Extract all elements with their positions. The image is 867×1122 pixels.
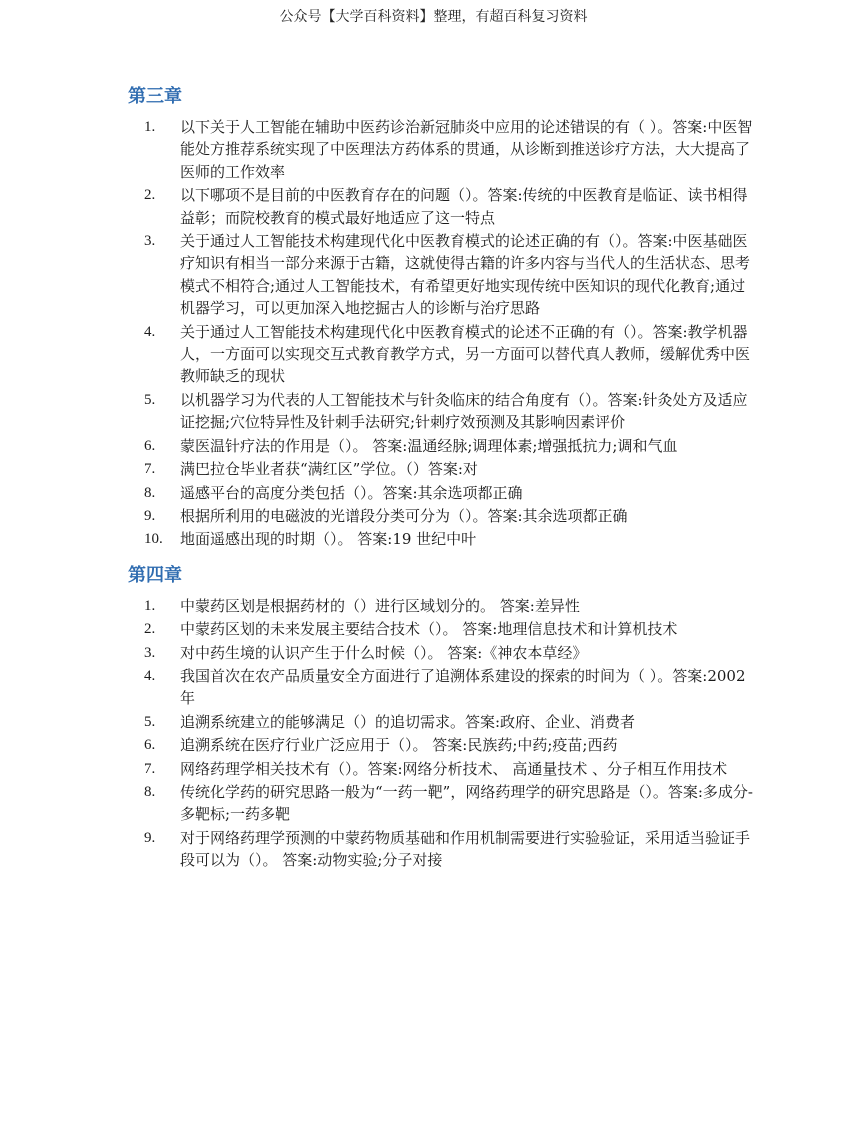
item-text: 以下关于人工智能在辅助中医药诊治新冠肺炎中应用的论述错误的有（ ）。答案:中医智能处方推荐系统实现了中医理法方药体系的贯通，从诊断到推送诊疗方法，大大提高了医师的工作效率 (180, 118, 753, 181)
item-text: 遥感平台的高度分类包括（）。答案:其余选项都正确 (180, 483, 523, 502)
item-text: 中蒙药区划是根据药材的（）进行区域划分的。 答案:差异性 (180, 596, 580, 615)
item-text: 关于通过人工智能技术构建现代化中医教育模式的论述不正确的有（）。答案:教学机器人，一方面可以实现交互式教育教学方式，另一方面可以替代真人教师，缓解优秀中医教师缺乏的现状 (180, 322, 751, 386)
item-number: 5. (144, 713, 156, 730)
item-number: 10. (144, 531, 163, 548)
list-item (128, 389, 754, 434)
document-body (128, 84, 754, 873)
item-text: 我国首次在农产品质量安全方面进行了追溯体系建设的探索的时间为（ ）。答案:2002 年 (180, 666, 746, 708)
list-item (128, 435, 754, 457)
item-number: 3. (144, 644, 156, 661)
list-item (128, 665, 754, 710)
item-number: 5. (144, 391, 156, 408)
item-number: 1. (144, 119, 156, 135)
item-number: 4. (144, 667, 156, 684)
item-number: 7. (144, 760, 156, 777)
item-number: 7. (144, 461, 156, 478)
list-item (128, 758, 754, 780)
item-text: 关于通过人工智能技术构建现代化中医教育模式的论述正确的有（）。答案:中医基础医疗知识有相当一部分来源于古籍，这就使得古籍的许多内容与当代人的生活状态、思考模式不相符合;通过人工智能技术，有希望更好地实现传统中医知识的现代化教育;通过机器学习，可以更加深入地挖掘古人的诊断与治疗思路 (180, 232, 751, 318)
item-number: 6. (144, 437, 156, 454)
item-number: 1. (144, 597, 156, 614)
item-number: 4. (144, 323, 156, 340)
item-number: 6. (144, 737, 156, 754)
question-list-chapter-3 (128, 116, 754, 551)
item-text: 蒙医温针疗法的作用是（）。 答案:温通经脉;调理体素;增强抵抗力;调和气血 (180, 436, 678, 455)
list-item (128, 230, 754, 320)
list-item (128, 528, 754, 550)
list-item (128, 458, 754, 480)
item-text: 根据所利用的电磁波的光谱段分类可分为（）。答案:其余选项都正确 (180, 506, 628, 525)
item-text: 传统化学药的研究思路一般为“一药一靶”，网络药理学的研究思路是（）。答案:多成分-多靶标;一药多靶 (180, 782, 753, 824)
item-text: 以机器学习为代表的人工智能技术与针灸临床的结合角度有（）。答案:针灸处方及适应证挖掘;穴位特异性及针刺手法研究;针刺疗效预测及其影响因素评价 (180, 390, 748, 432)
item-number: 9. (144, 829, 156, 846)
item-text: 以下哪项不是目前的中医教育存在的问题（）。答案:传统的中医教育是临证、读书相得益彰；而院校教育的模式最好地适应了这一特点 (180, 186, 748, 227)
item-number: 2. (144, 187, 156, 204)
item-text: 对中药生境的认识产生于什么时候（）。 答案:《神农本草经》 (180, 643, 588, 662)
item-text: 网络药理学相关技术有（）。答案:网络分析技术、 高通量技术 、分子相互作用技术 (180, 759, 728, 778)
item-number: 8. (144, 484, 156, 501)
list-item (128, 184, 754, 229)
item-text: 追溯系统在医疗行业广泛应用于（）。 答案:民族药;中药;疫苗;西药 (180, 736, 618, 755)
list-item (128, 734, 754, 756)
list-item (128, 505, 754, 527)
list-item (128, 482, 754, 504)
list-item (128, 618, 754, 640)
list-item (128, 116, 754, 183)
list-item (128, 711, 754, 733)
item-number: 2. (144, 621, 156, 638)
chapter-title-3: 第三章 (128, 86, 182, 107)
page-header: 公众号【大学百科资料】整理，有超百科复习资料 (279, 9, 588, 25)
list-item (128, 595, 754, 617)
item-number: 9. (144, 507, 156, 524)
item-text: 中蒙药区划的未来发展主要结合技术（）。 答案:地理信息技术和计算机技术 (180, 620, 678, 639)
item-text: 对于网络药理学预测的中蒙药物质基础和作用机制需要进行实验验证，采用适当验证手段可以为（）。 答案:动物实验;分子对接 (180, 828, 751, 870)
list-item (128, 321, 754, 388)
item-number: 3. (144, 233, 156, 250)
list-item (128, 827, 754, 872)
list-item (128, 781, 754, 826)
question-list-chapter-4 (128, 595, 754, 872)
list-item (128, 642, 754, 664)
item-number: 8. (144, 783, 156, 800)
item-text: 地面遥感出现的时期（）。 答案:19 世纪中叶 (180, 530, 477, 549)
item-text: 追溯系统建立的能够满足（）的追切需求。答案:政府、企业、消费者 (180, 712, 636, 731)
item-text: 满巴拉仓毕业者获“满红区”学位。（）答案:对 (180, 460, 478, 479)
chapter-title-4: 第四章 (128, 564, 182, 586)
